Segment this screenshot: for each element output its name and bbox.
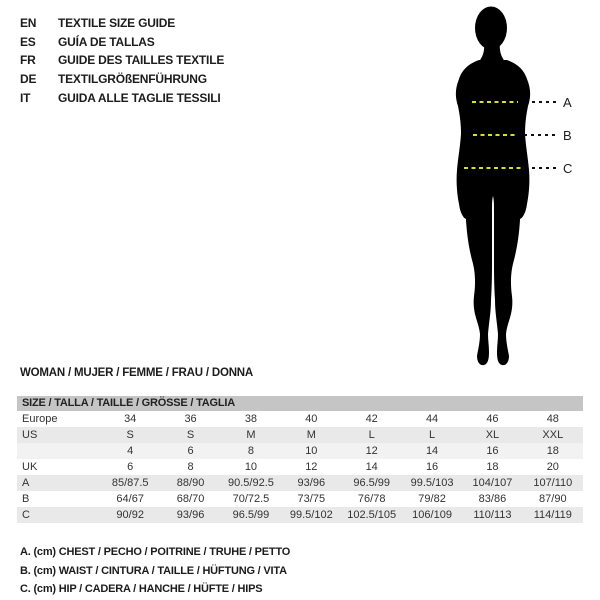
size-cell: M (246, 429, 256, 441)
row-label (17, 443, 100, 459)
size-cell: 6 (127, 461, 134, 473)
size-cell: 83/86 (478, 493, 507, 505)
size-cell: 104/107 (472, 477, 513, 489)
size-cell: 68/70 (176, 493, 205, 505)
size-cell: 6 (187, 445, 194, 457)
table-row-uk (17, 459, 583, 475)
language-title: GUÍA DE TALLAS (58, 34, 155, 49)
language-title: GUIDA ALLE TAGLIE TESSILI (58, 90, 221, 105)
size-cell: L (429, 429, 436, 441)
table-row-c (17, 507, 583, 523)
size-cell: 14 (365, 461, 378, 473)
legend-line-a: A. (cm) CHEST / PECHO / POITRINE / TRUHE / PETTO (20, 546, 291, 558)
size-cell: 107/110 (533, 477, 573, 489)
size-cell: S (126, 429, 134, 441)
size-cell: XXL (542, 429, 564, 441)
woman-silhouette (420, 4, 578, 370)
size-cell: 34 (124, 413, 137, 425)
size-cell: 90/92 (116, 509, 144, 521)
size-cell: 96.5/99 (232, 509, 270, 521)
table-row-us (17, 427, 583, 443)
row-label: A (22, 477, 30, 489)
table-row-europe (17, 411, 583, 427)
size-table (17, 396, 583, 523)
size-cell: 18 (546, 445, 559, 457)
size-cell: 96.5/99 (353, 477, 391, 489)
language-code: EN (20, 16, 37, 31)
silhouette-body (456, 60, 530, 365)
language-row-en (20, 14, 224, 33)
size-cell: 79/82 (418, 493, 446, 505)
marker-c-label: C (563, 161, 573, 176)
size-cell: 44 (425, 413, 439, 425)
size-cell: 99.5/102 (289, 509, 333, 521)
row-label: Europe (22, 413, 58, 425)
language-code: DE (20, 72, 37, 87)
size-cell: 16 (486, 445, 499, 457)
size-table-header: SIZE / TALLA / TAILLE / GRÖSSE / TAGLIA (17, 396, 583, 411)
size-cell: 48 (546, 413, 559, 425)
language-row-es (20, 33, 224, 52)
language-row-de (20, 70, 224, 89)
size-cell: XL (485, 429, 500, 441)
size-table-body (17, 411, 583, 523)
size-cell: 38 (244, 413, 258, 425)
size-cell: 36 (184, 413, 197, 425)
size-cell: 114/119 (533, 509, 572, 521)
section-title: WOMAN / MUJER / FEMME / FRAU / DONNA (20, 367, 254, 379)
row-label: B (22, 493, 30, 505)
size-cell: 12 (365, 445, 378, 457)
language-code: ES (20, 34, 36, 49)
size-cell: 20 (546, 461, 559, 473)
row-label: UK (22, 461, 38, 473)
size-cell: 99.5/103 (410, 477, 454, 489)
marker-b-label: B (563, 128, 572, 143)
language-list (20, 14, 224, 107)
language-title: TEXTILE SIZE GUIDE (58, 16, 176, 31)
size-cell: 87/90 (539, 493, 567, 505)
row-label: C (22, 509, 30, 521)
language-row-it (20, 88, 224, 107)
language-code: FR (20, 53, 36, 68)
table-row-us-numeric (17, 443, 583, 459)
size-cell: 46 (486, 413, 499, 425)
legend-line-b: B. (cm) WAIST / CINTURA / TAILLE / HÜFTUNG / VITA (20, 564, 287, 577)
size-cell: L (368, 429, 375, 441)
size-cell: 10 (244, 461, 258, 473)
language-row-fr (20, 51, 224, 70)
legend-line-c: C. (cm) HIP / CADERA / HANCHE / HÜFTE / HIPS (20, 583, 263, 596)
size-cell: 18 (486, 461, 499, 473)
marker-a-label: A (563, 95, 572, 110)
size-cell: 14 (425, 445, 439, 457)
size-cell: S (186, 429, 195, 441)
size-cell: 110/113 (473, 509, 512, 521)
size-cell: 8 (187, 461, 194, 473)
size-cell: 70/72.5 (232, 493, 270, 505)
size-cell: 4 (127, 445, 134, 457)
language-title: GUIDE DES TAILLES TEXTILE (58, 53, 225, 68)
size-cell: 85/87.5 (111, 477, 149, 489)
body-measurement-figure (420, 4, 578, 370)
size-cell: 40 (305, 413, 318, 425)
size-cell: 12 (305, 461, 318, 473)
size-cell: 8 (247, 445, 254, 457)
size-cell: 64/67 (116, 493, 144, 505)
language-code: IT (20, 90, 31, 105)
row-label: US (22, 429, 38, 441)
size-cell: 76/78 (357, 493, 386, 505)
size-cell: 90.5/92.5 (228, 477, 274, 489)
size-cell: M (306, 429, 316, 441)
table-row-a (17, 475, 583, 491)
measurement-legend (20, 543, 290, 599)
size-cell: 73/75 (297, 493, 326, 505)
size-cell: 42 (365, 413, 378, 425)
language-title: TEXTILGRÖßENFÜHRUNG (58, 72, 207, 87)
size-cell: 93/96 (297, 477, 326, 489)
table-row-b (17, 491, 583, 507)
size-cell: 10 (305, 445, 318, 457)
size-cell: 16 (425, 461, 439, 473)
size-cell: 102.5/105 (347, 509, 397, 521)
size-cell: 93/96 (176, 509, 205, 521)
size-cell: 88/90 (176, 477, 205, 489)
size-cell: 106/109 (412, 509, 452, 521)
